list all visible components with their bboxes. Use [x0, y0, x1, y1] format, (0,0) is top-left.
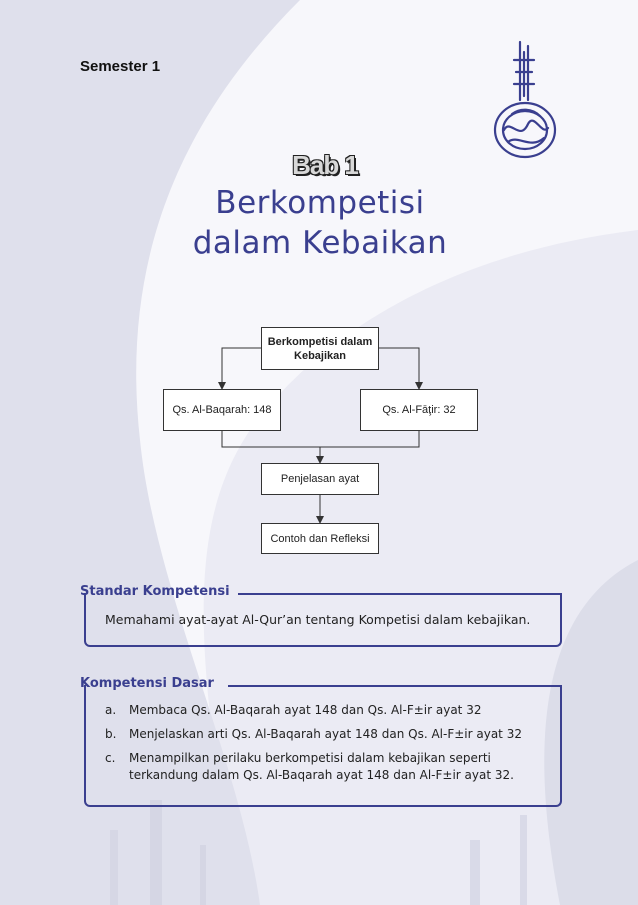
list-item-text: Menampilkan perilaku berkompetisi dalam kebajikan seperti terkandung dalam Qs. Al-Baqarah ayat 148 dan Al-F±ir ayat 32.	[129, 751, 514, 782]
standar-kompetensi-heading: Standar Kompetensi	[80, 584, 230, 599]
concept-fatir-box: Qs. Al-Fāţir: 32	[360, 389, 478, 431]
list-item-label: c.	[105, 751, 116, 765]
list-item	[105, 726, 545, 743]
concept-explanation-box: Penjelasan ayat	[261, 463, 379, 495]
list-item-label: b.	[105, 727, 117, 741]
list-item-label: a.	[105, 703, 117, 717]
semester-label: Semester 1	[80, 58, 161, 75]
concept-root-box: Berkompetisi dalam Kebajikan	[261, 327, 379, 370]
kompetensi-dasar-list	[105, 702, 545, 791]
calligraphy-emblem-icon	[490, 38, 560, 160]
list-item-text: Membaca Qs. Al-Baqarah ayat 148 dan Qs. Al-F±ir ayat 32	[129, 703, 482, 717]
kompetensi-dasar-heading: Kompetensi Dasar	[80, 676, 214, 691]
list-item	[105, 702, 545, 719]
concept-example-box: Contoh dan Refleksi	[261, 523, 379, 554]
chapter-title-line-2: dalam Kebaikan	[192, 225, 448, 261]
chapter-title	[130, 183, 510, 263]
standar-kompetensi-text: Memahami ayat-ayat Al-Qur’an tentang Kompetisi dalam kebajikan.	[105, 612, 531, 627]
chapter-title-line-1: Berkompetisi	[215, 185, 425, 221]
chapter-label: Bab 1	[292, 150, 358, 180]
list-item	[105, 750, 545, 784]
list-item-text: Menjelaskan arti Qs. Al-Baqarah ayat 148 dan Qs. Al-F±ir ayat 32	[129, 727, 522, 741]
concept-baqarah-box: Qs. Al-Baqarah: 148	[163, 389, 281, 431]
